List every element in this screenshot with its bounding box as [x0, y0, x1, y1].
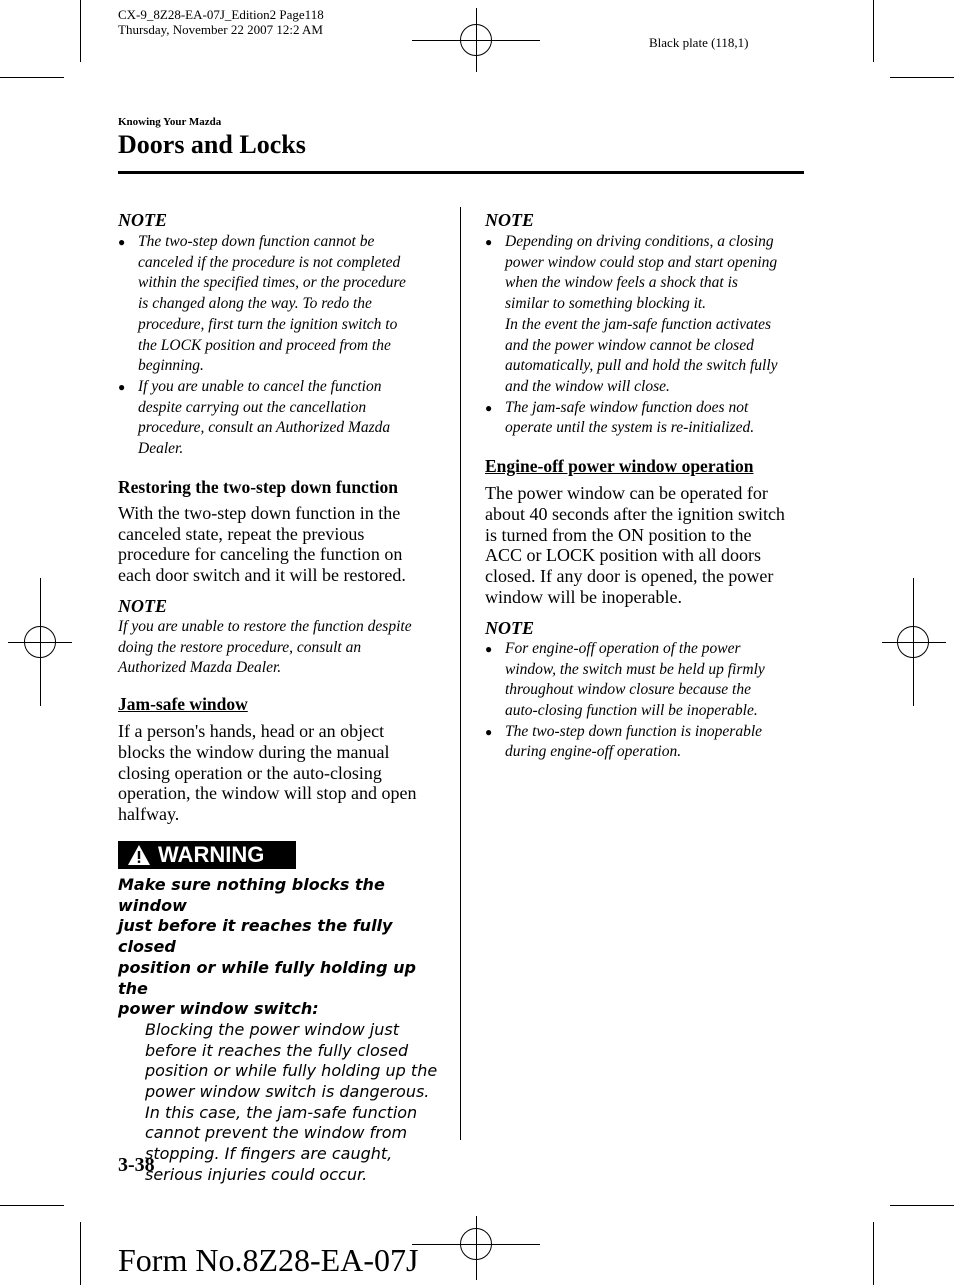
page-number: 3-38	[118, 1154, 155, 1176]
subsection-heading: Jam-safe window	[118, 694, 248, 715]
crop-mark	[873, 0, 874, 62]
warning-text	[118, 875, 448, 1186]
right-column	[485, 209, 815, 763]
note-heading: NOTE	[485, 617, 534, 638]
list-item: ● For engine-off operation of the power window, the switch must be held up firmly throughout window closure because the auto-closing function will be inoperable.	[485, 639, 765, 719]
print-header-file: CX-9_8Z28-EA-07J_Edition2 Page118	[118, 7, 324, 22]
crop-mark	[890, 77, 954, 78]
note-list	[485, 639, 815, 763]
print-header-date: Thursday, November 22 2007 12:2 AM	[118, 22, 323, 37]
column-divider	[460, 207, 461, 1140]
title-rule	[118, 171, 804, 174]
print-header	[118, 7, 324, 37]
bullet-icon: ●	[485, 400, 493, 415]
note-list	[118, 232, 448, 460]
list-item: ● The two-step down function cannot be canceled if the procedure is not completed within the specified times, or the procedure is changed along the way. To redo the procedure, first turn the ignition switch to the LOCK position and proceed from the beginning.	[118, 233, 406, 375]
bullet-icon: ●	[485, 235, 493, 249]
warning-title: WARNING	[158, 842, 265, 867]
crop-mark	[873, 1222, 874, 1285]
warning-icon	[126, 843, 152, 867]
crop-mark	[80, 1222, 81, 1285]
crop-mark	[0, 1205, 64, 1206]
bullet-icon: ●	[118, 235, 126, 249]
subsection-heading: Engine-off power window operation	[485, 456, 754, 477]
warning-label	[118, 841, 296, 869]
crop-mark	[80, 0, 81, 62]
crop-mark	[890, 1205, 954, 1206]
list-item: ● Depending on driving conditions, a closing power window could stop and start opening when the window feels a shock that is similar to something blocking it. In the event the jam-safe function activates and the power window cannot be closed automatically, pull and hold the switch fully and the window will close.	[485, 233, 778, 395]
note-paragraph: If you are unable to restore the function despite doing the restore procedure, consult an Authorized Mazda Dealer.	[118, 617, 412, 677]
body-paragraph: With the two-step down function in the canceled state, repeat the previous procedure for canceling the function on each door switch and it will be restored.	[118, 502, 406, 586]
bullet-icon: ●	[485, 641, 493, 656]
section-label: Knowing Your Mazda	[118, 116, 222, 128]
bullet-icon: ●	[118, 379, 126, 394]
left-column	[118, 209, 448, 825]
subsection-heading: Restoring the two-step down function	[118, 476, 398, 497]
note-heading: NOTE	[118, 210, 167, 230]
note-heading: NOTE	[485, 210, 534, 230]
note-heading: NOTE	[118, 595, 167, 616]
plate-label: Black plate (118,1)	[649, 35, 749, 50]
list-item: ● The jam-safe window function does not operate until the system is re-initialized.	[485, 398, 755, 437]
page-title: Doors and Locks	[118, 130, 306, 159]
list-item: ● If you are unable to cancel the function despite carrying out the cancellation procedure, consult an Authorized Mazda Dealer.	[118, 377, 391, 458]
body-paragraph: The power window can be operated for about 40 seconds after the ignition switch is turned from the ON position to the ACC or LOCK position with all doors closed. If any door is opened, the power window will be inoperable.	[485, 483, 785, 608]
crop-mark	[0, 77, 64, 78]
warning-body: Blocking the power window just before it reaches the fully closed position or while fully holding up the power window switch is dangerous. In this case, the jam-safe function cannot prevent the window from stopping. If fingers are caught, serious injuries could occur.	[145, 1019, 438, 1184]
bullet-icon: ●	[485, 724, 493, 739]
list-item: ● The two-step down function is inoperable during engine-off operation.	[485, 722, 763, 761]
note-list	[485, 232, 815, 439]
form-number: Form No.8Z28-EA-07J	[118, 1242, 419, 1278]
body-paragraph: If a person's hands, head or an object blocks the window during the manual closing operation or the auto-closing operation, the window will stop and open halfway.	[118, 721, 417, 825]
warning-lead: Make sure nothing blocks the window just before it reaches the fully closed position or while fully holding up the power window switch:	[118, 875, 416, 1019]
